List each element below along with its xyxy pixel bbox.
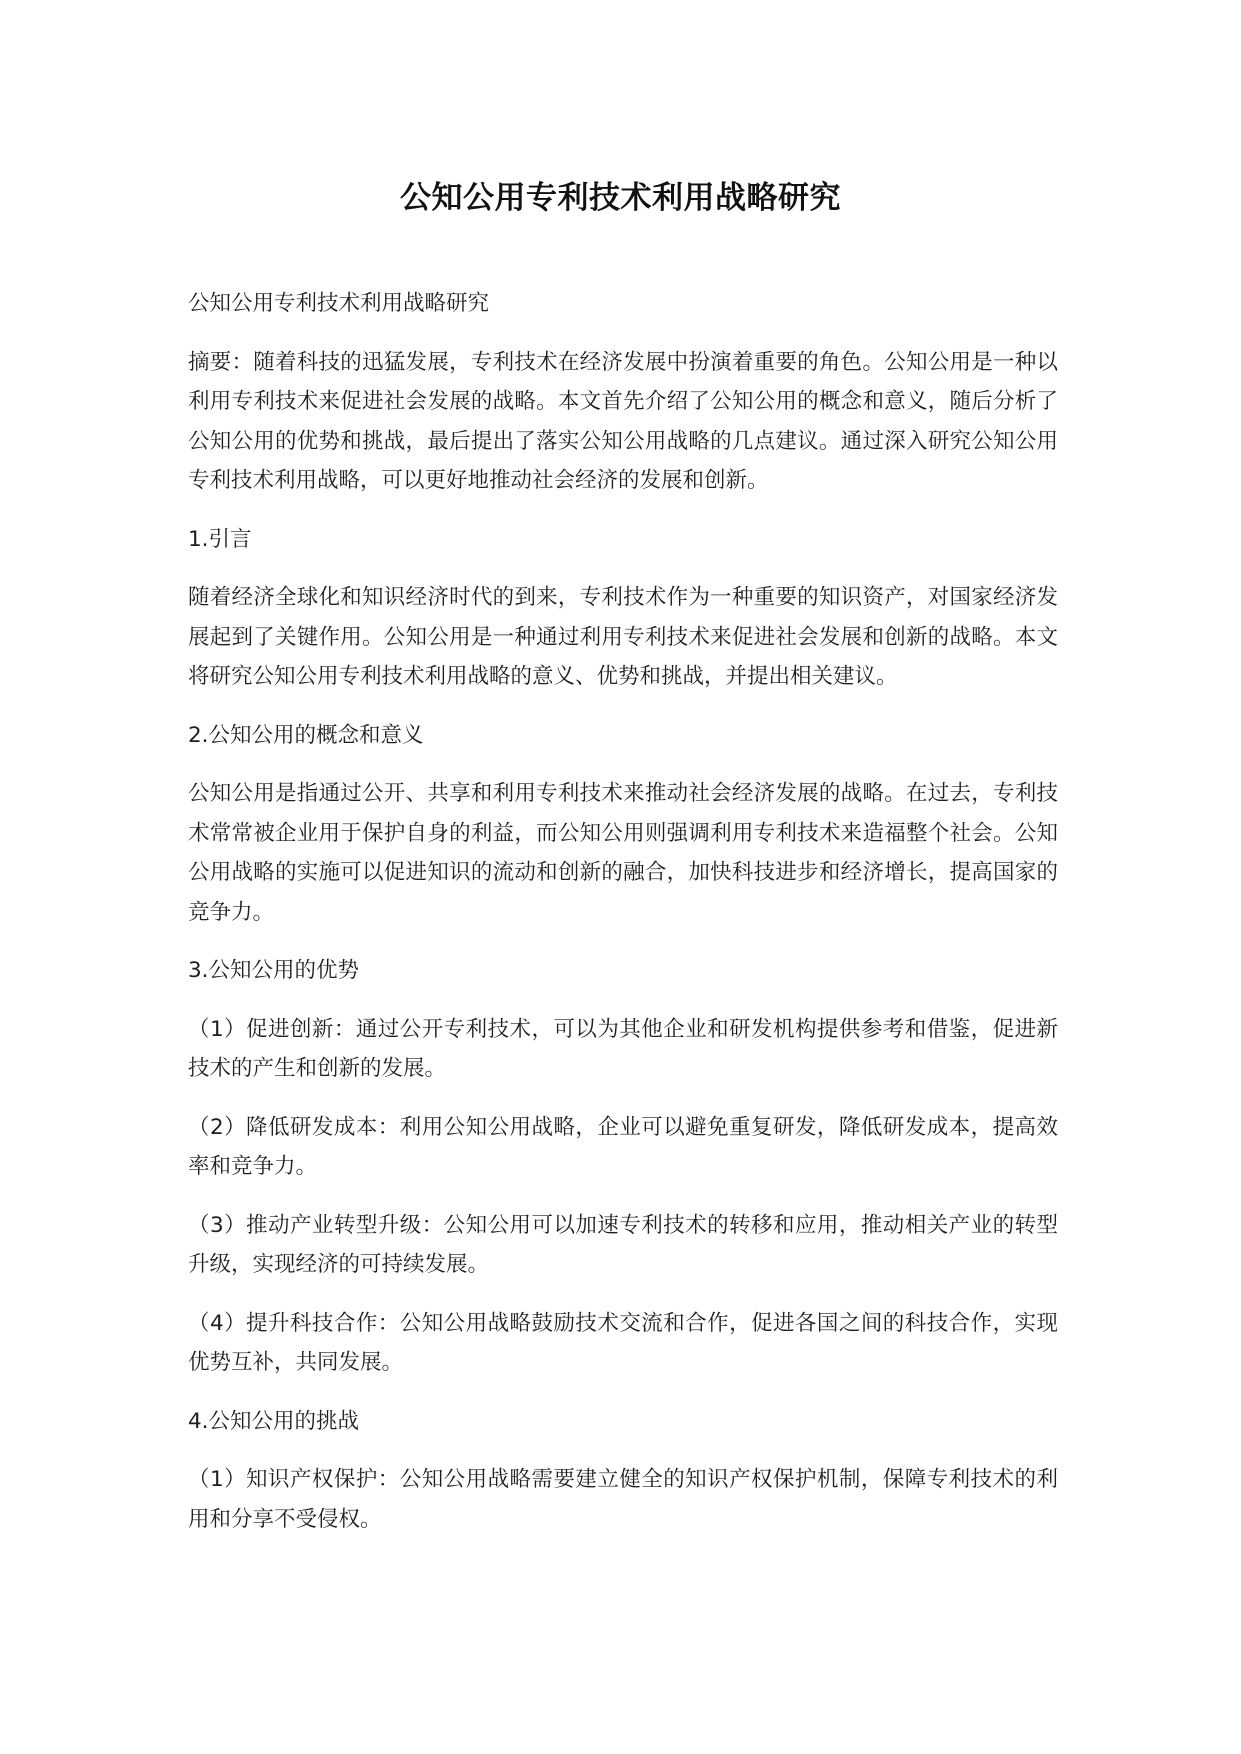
challenge-item: （1）知识产权保护：公知公用战略需要建立健全的知识产权保护机制，保障专利技术的利用和分享不受侵权。 bbox=[188, 1467, 1058, 1532]
section-heading-advantages: 3.公知公用的优势 bbox=[188, 958, 360, 983]
document-title: 公知公用专利技术利用战略研究 bbox=[400, 180, 841, 216]
section-heading-introduction: 1.引言 bbox=[188, 526, 252, 552]
advantage-item: （4）提升科技合作：公知公用战略鼓励技术交流和合作，促进各国之间的科技合作，实现优势互补，共同发展。 bbox=[188, 1310, 1058, 1375]
section-heading-challenges: 4.公知公用的挑战 bbox=[188, 1408, 360, 1434]
introduction-paragraph: 随着经济全球化和知识经济时代的到来，专利技术作为一种重要的知识资产，对国家经济发展起到了关键作用。公知公用是一种通过利用专利技术来促进社会发展和创新的战略。本文将研究公知公用专利技术利用战略的意义、优势和挑战，并提出相关建议。 bbox=[188, 585, 1058, 689]
abstract-paragraph: 摘要：随着科技的迅猛发展，专利技术在经济发展中扮演着重要的角色。公知公用是一种以利用专利技术来促进社会发展的战略。本文首先介绍了公知公用的概念和意义，随后分析了公知公用的优势和挑战，最后提出了落实公知公用战略的几点建议。通过深入研究公知公用专利技术利用战略，可以更好地推动社会经济的发展和创新。 bbox=[188, 349, 1058, 493]
document-subtitle: 公知公用专利技术利用战略研究 bbox=[188, 291, 490, 316]
document-body bbox=[188, 284, 1058, 1558]
advantage-item: （2）降低研发成本：利用公知公用战略，企业可以避免重复研发，降低研发成本，提高效率和竞争力。 bbox=[188, 1114, 1058, 1179]
section-heading-concept: 2.公知公用的概念和意义 bbox=[188, 722, 424, 748]
advantage-item: （1）促进创新：通过公开专利技术，可以为其他企业和研发机构提供参考和借鉴，促进新技术的产生和创新的发展。 bbox=[188, 1016, 1058, 1081]
advantage-item: （3）推动产业转型升级：公知公用可以加速专利技术的转移和应用，推动相关产业的转型升级，实现经济的可持续发展。 bbox=[188, 1212, 1058, 1277]
concept-paragraph: 公知公用是指通过公开、共享和利用专利技术来推动社会经济发展的战略。在过去，专利技术常常被企业用于保护自身的利益，而公知公用则强调利用专利技术来造福整个社会。公知公用战略的实施可以促进知识的流动和创新的融合，加快科技进步和经济增长，提高国家的竞争力。 bbox=[188, 781, 1058, 925]
